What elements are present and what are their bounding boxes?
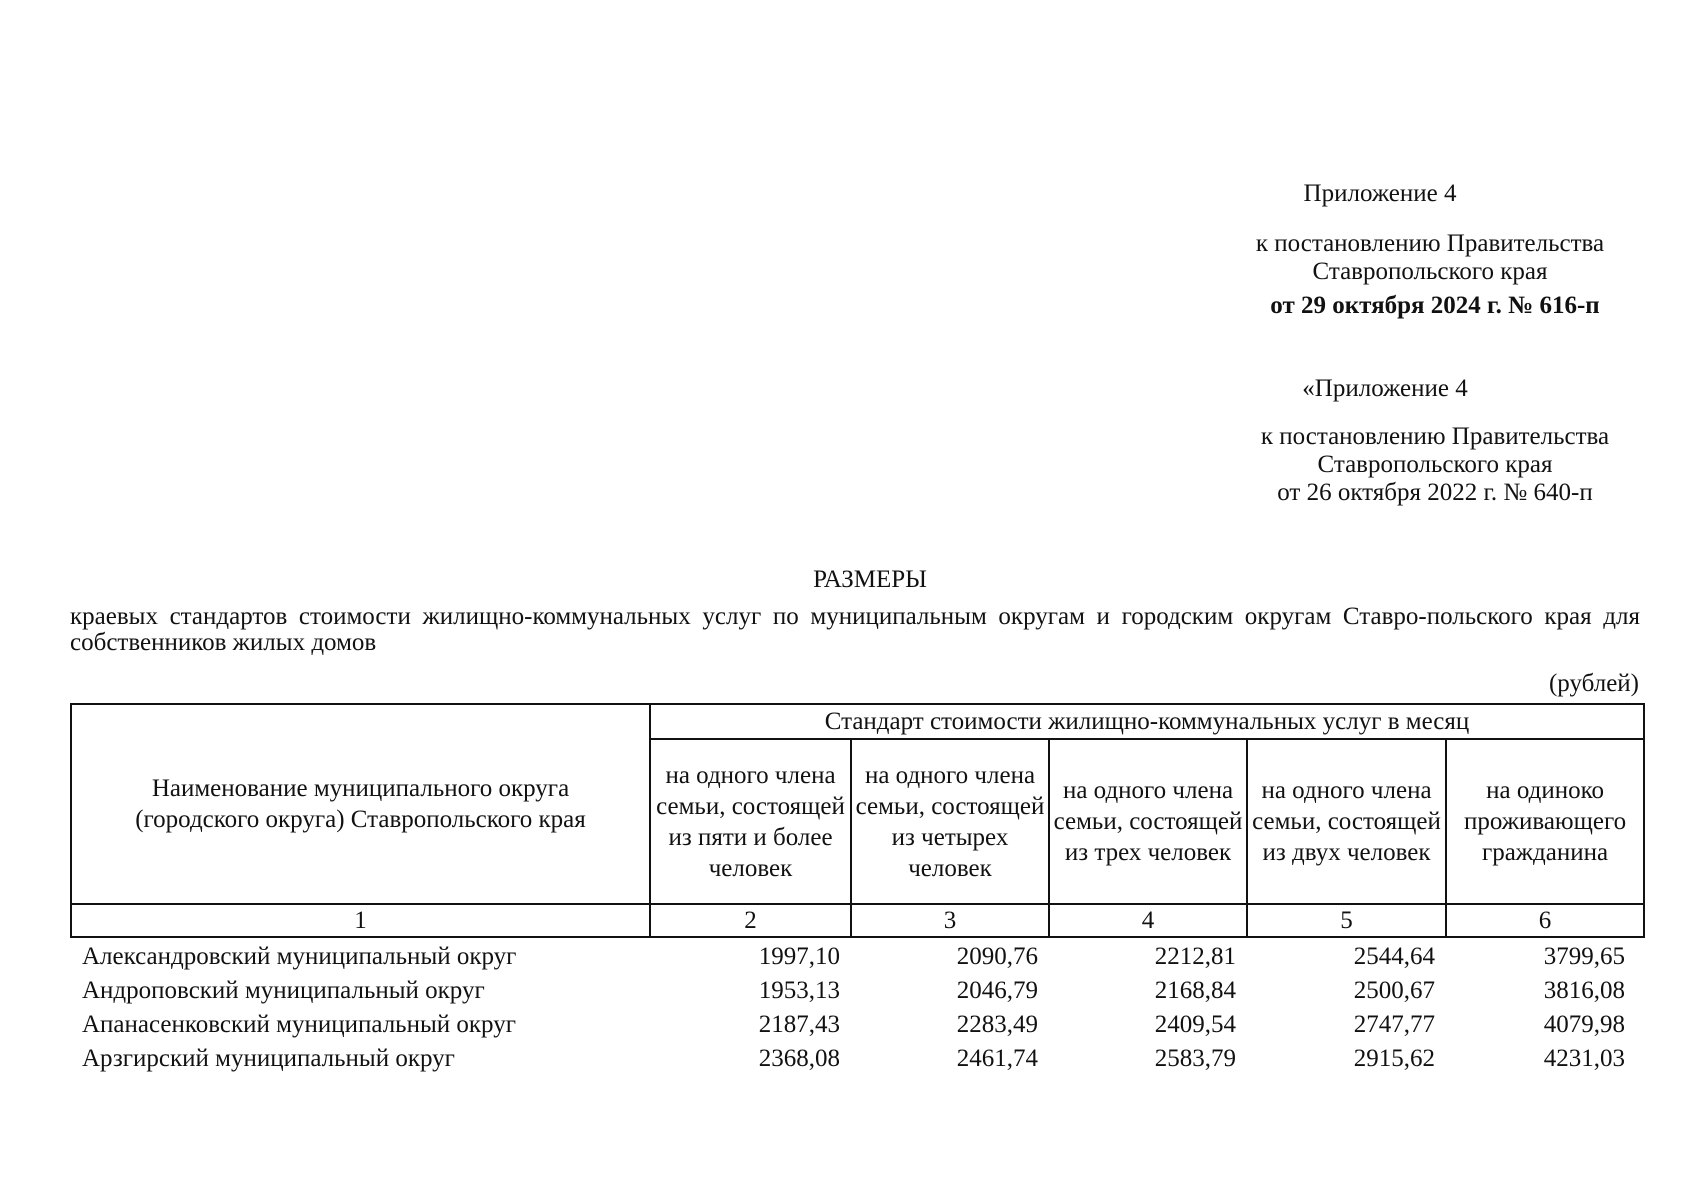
column-number: 4 (1049, 904, 1247, 937)
value-five-plus: 1997,10 (758, 943, 840, 970)
decree-date: от 29 октября 2024 г. № 616-п (1270, 292, 1600, 319)
column-header-four: на одного члена семьи, состоящей из четырех человек (851, 739, 1049, 904)
value-single: 4079,98 (1543, 1011, 1625, 1038)
document-title: РАЗМЕРЫ (813, 566, 927, 593)
value-single: 3799,65 (1543, 943, 1625, 970)
column-number: 1 (71, 904, 650, 937)
column-header-district-text: Наименование муниципального округа (городского округа) Ставропольского края (135, 775, 586, 833)
column-number: 6 (1446, 904, 1644, 937)
value-four: 2461,74 (956, 1045, 1038, 1072)
prev-decree-line-2: Ставропольского края (1317, 451, 1553, 478)
group-header: Стандарт стоимости жилищно-коммунальных услуг в месяц (650, 704, 1644, 739)
value-single: 3816,08 (1543, 977, 1625, 1004)
district-name: Андроповский муниципальный округ (82, 977, 485, 1004)
prev-appendix-label: «Приложение 4 (1302, 375, 1468, 402)
decree-reference (1205, 230, 1655, 286)
value-single: 4231,03 (1543, 1045, 1625, 1072)
column-number: 3 (851, 904, 1049, 937)
district-name: Апанасенковский муниципальный округ (82, 1011, 516, 1038)
value-four: 2283,49 (956, 1011, 1038, 1038)
units-label: (рублей) (1548, 670, 1639, 697)
value-two: 2544,64 (1353, 943, 1435, 970)
value-three: 2583,79 (1154, 1045, 1236, 1072)
value-two: 2915,62 (1353, 1045, 1435, 1072)
value-two: 2500,67 (1353, 977, 1435, 1004)
table-row (70, 1042, 1643, 1076)
document-subtitle: краевых стандартов стоимости жилищно-коммунальных услуг по муниципальным округам и городским округам Ставро-польского края для собственников жилых домов (70, 603, 1640, 656)
column-header-two: на одного члена семьи, состоящей из двух человек (1247, 739, 1446, 904)
prev-decree-line-1: к постановлению Правительства (1260, 423, 1610, 450)
value-five-plus: 2187,43 (758, 1011, 840, 1038)
value-four: 2090,76 (956, 943, 1038, 970)
value-five-plus: 2368,08 (758, 1045, 840, 1072)
table-row (70, 974, 1643, 1008)
value-two: 2747,77 (1353, 1011, 1435, 1038)
standards-table-header (70, 703, 1645, 938)
table-row (70, 940, 1643, 974)
value-five-plus: 1953,13 (758, 977, 840, 1004)
table-row (70, 1008, 1643, 1042)
column-header-single: на одиноко проживающего гражданина (1446, 739, 1644, 904)
decree-line-1: к постановлению Правительства (1255, 230, 1605, 257)
district-name: Арзгирский муниципальный округ (82, 1045, 455, 1072)
column-header-three: на одного члена семьи, состоящей из трех человек (1049, 739, 1247, 904)
value-four: 2046,79 (956, 977, 1038, 1004)
prev-decree-reference (1205, 423, 1665, 507)
column-number: 2 (650, 904, 851, 937)
prev-decree-date: от 26 октября 2022 г. № 640-п (1277, 479, 1593, 506)
column-header-district (71, 704, 650, 904)
district-name: Александровский муниципальный округ (82, 943, 517, 970)
column-header-five-plus: на одного члена семьи, состоящей из пяти и более человек (650, 739, 851, 904)
appendix-label: Приложение 4 (1303, 180, 1457, 207)
table-body (70, 940, 1643, 1076)
value-three: 2212,81 (1154, 943, 1236, 970)
decree-line-2: Ставропольского края (1312, 258, 1548, 285)
column-number: 5 (1247, 904, 1446, 937)
value-three: 2409,54 (1154, 1011, 1236, 1038)
value-three: 2168,84 (1154, 977, 1236, 1004)
